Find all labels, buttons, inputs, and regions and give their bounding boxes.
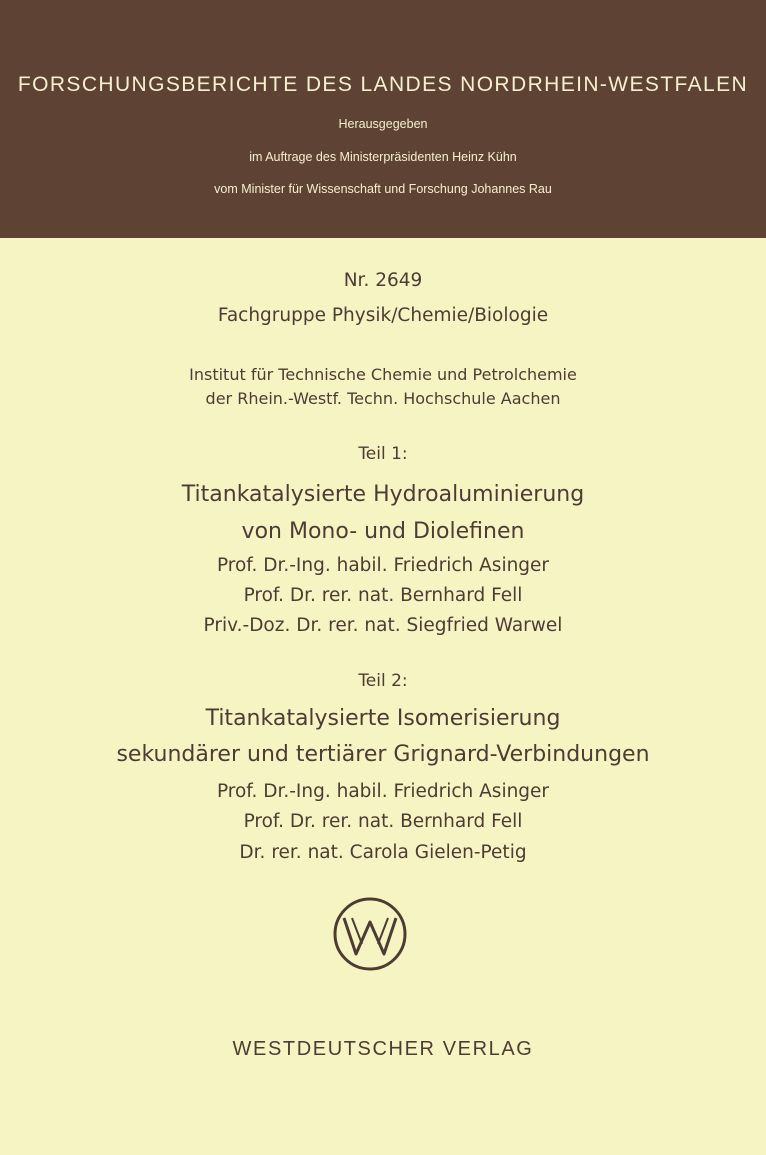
publisher-logo-icon (332, 896, 408, 972)
part-2-title-line-1: Titankatalysierte Isomerisierung (205, 706, 561, 731)
part-2-title-line-2: sekundärer und tertiärer Grignard-Verbindungen (116, 742, 650, 767)
part-1-author: Priv.-Doz. Dr. rer. nat. Siegfried Warwel (203, 615, 563, 636)
institute-line-1: Institut für Technische Chemie und Petrolchemie (189, 365, 577, 384)
part-1-title-line-2: von Mono- und Diolefinen (241, 519, 525, 544)
part-1-author: Prof. Dr.-Ing. habil. Friedrich Asinger (216, 555, 550, 576)
subject-group: Fachgruppe Physik/Chemie/Biologie (217, 305, 549, 326)
series-title: FORSCHUNGSBERICHTE DES LANDES NORDRHEIN-WESTFALEN (17, 73, 749, 96)
part-2-author: Dr. rer. nat. Carola Gielen-Petig (239, 842, 527, 863)
institute-line-2: der Rhein.-Westf. Techn. Hochschule Aachen (205, 389, 561, 408)
part-1-author: Prof. Dr. rer. nat. Bernhard Fell (243, 585, 523, 606)
part-2-label: Teil 2: (358, 671, 408, 691)
part-1-label: Teil 1: (358, 444, 408, 464)
editor-line-2: im Auftrage des Ministerpräsidenten Heinz Kühn (249, 150, 517, 164)
cover-header (0, 0, 766, 238)
editor-line-1: Herausgegeben (338, 117, 428, 131)
publisher-name: WESTDEUTSCHER VERLAG (232, 1038, 534, 1060)
report-number: Nr. 2649 (343, 270, 423, 291)
part-1-title-line-1: Titankatalysierte Hydroaluminierung (181, 482, 585, 507)
part-2-author: Prof. Dr. rer. nat. Bernhard Fell (243, 811, 523, 832)
part-2-author: Prof. Dr.-Ing. habil. Friedrich Asinger (216, 781, 550, 802)
editor-line-3: vom Minister für Wissenschaft und Forschung Johannes Rau (214, 182, 552, 196)
